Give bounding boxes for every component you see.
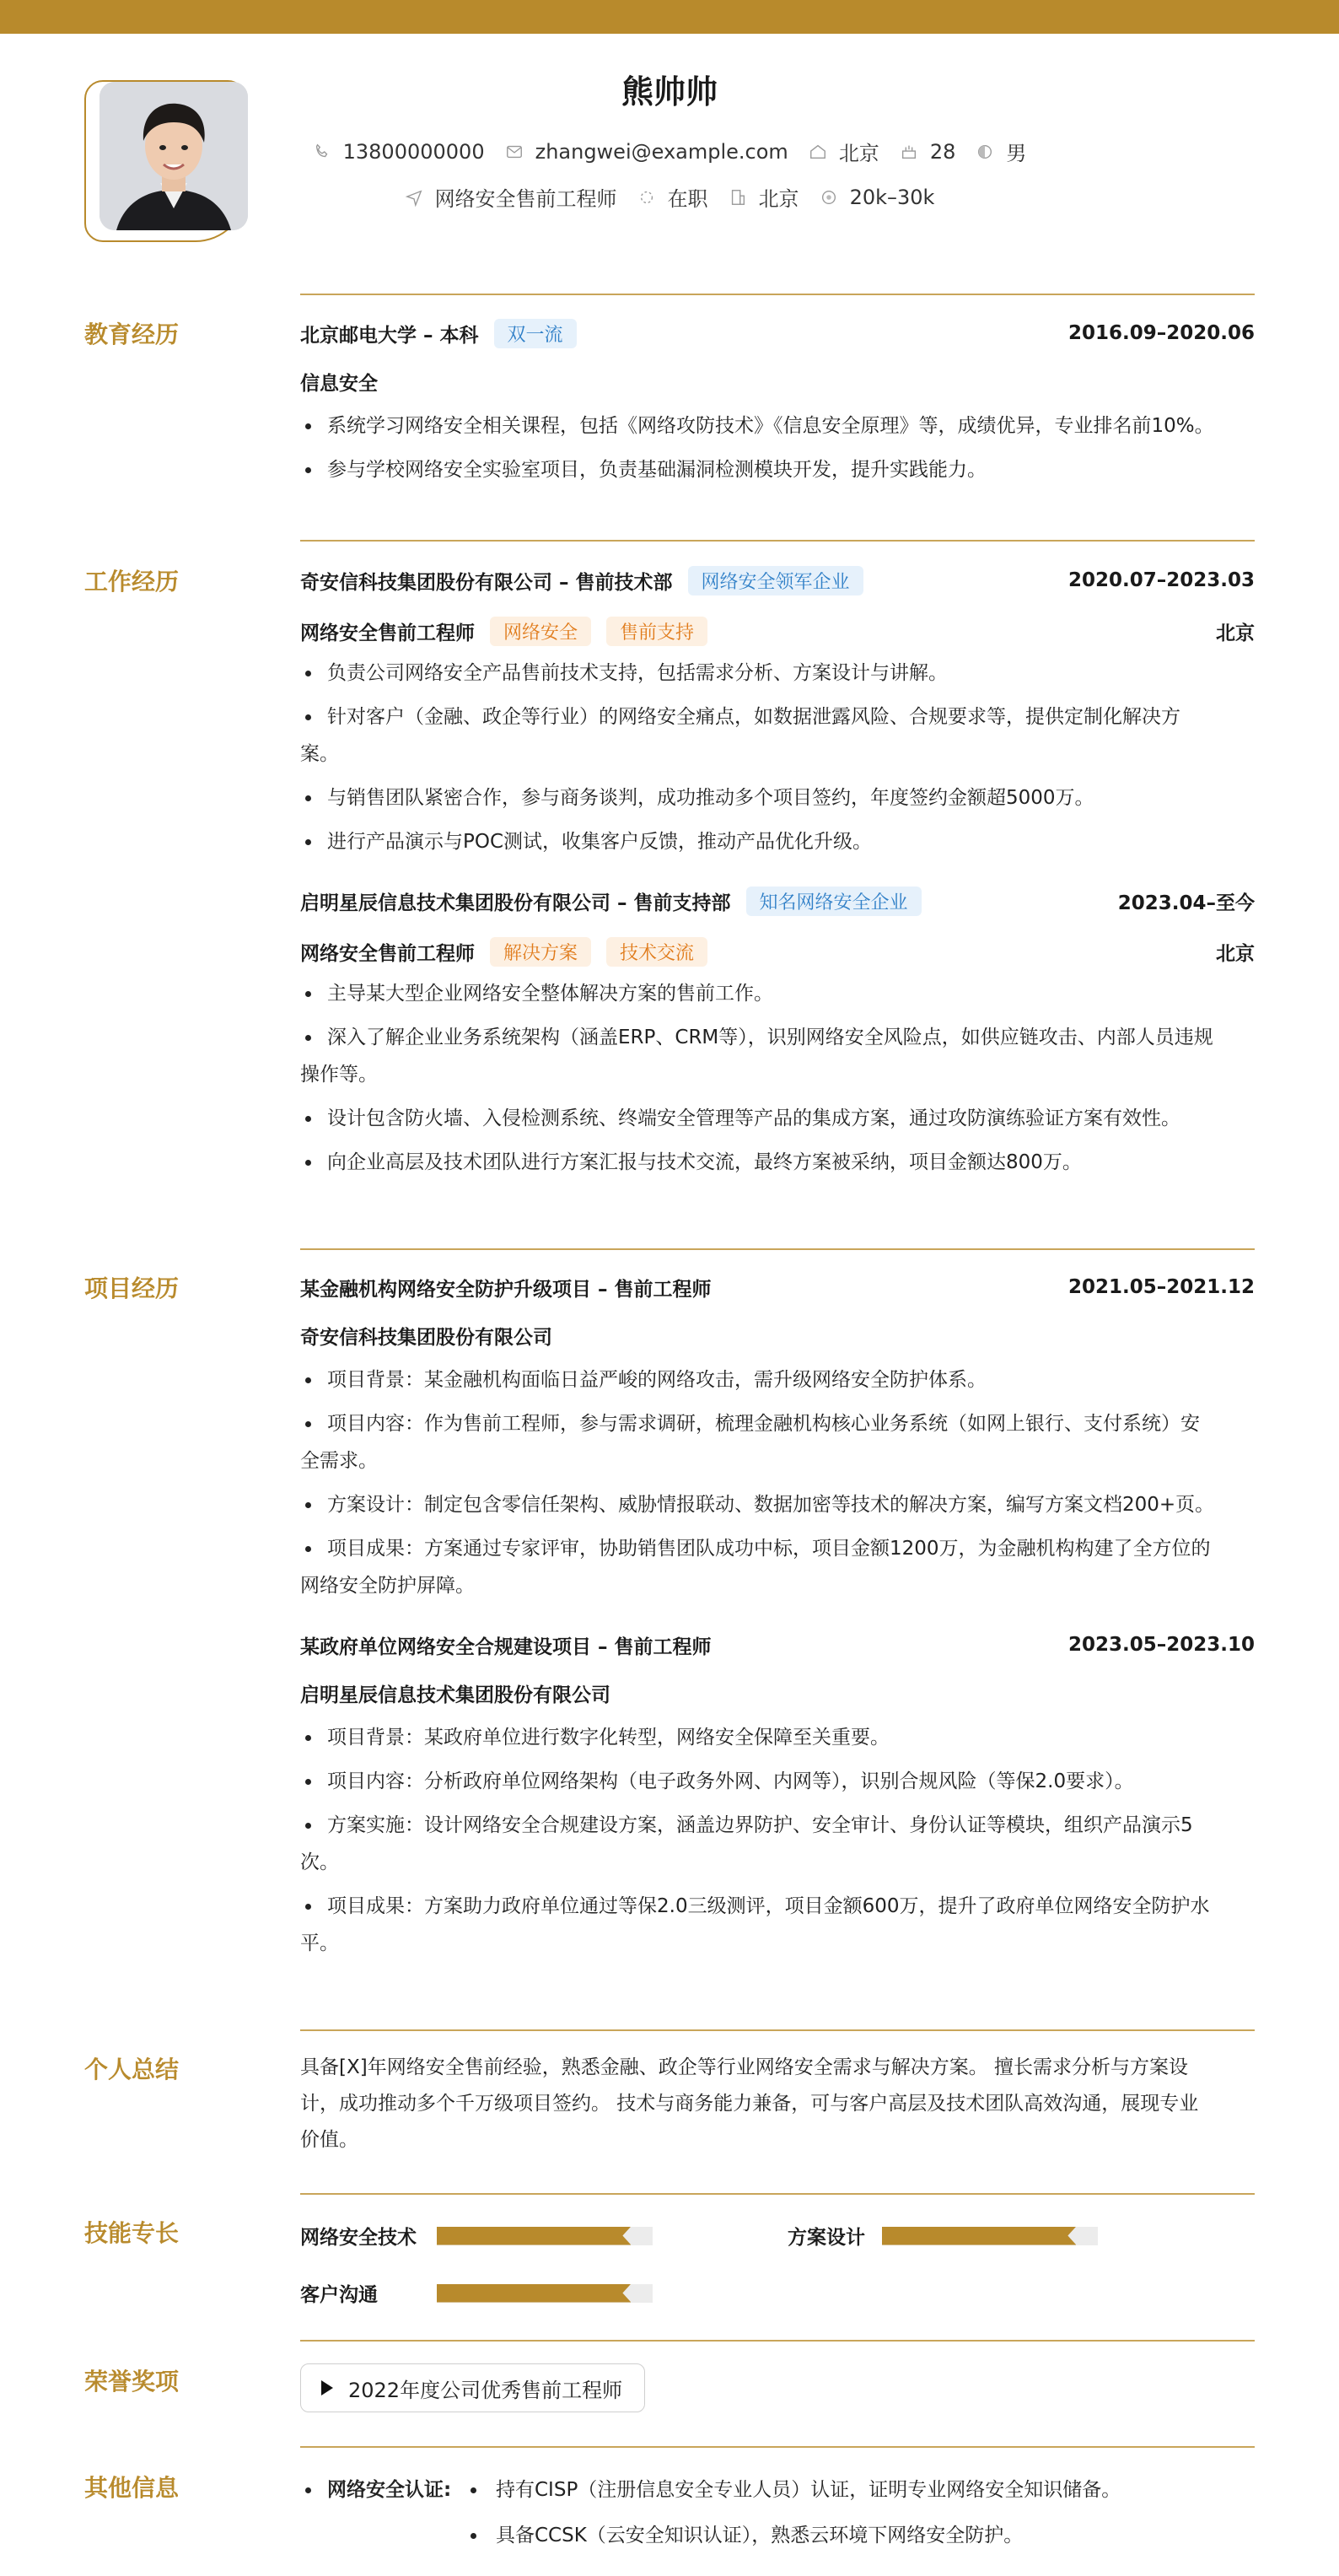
email-item [505, 140, 788, 164]
list-item-cont: 全需求。 [300, 1450, 378, 1472]
status-item [637, 182, 708, 212]
project-date: 2023.05–2023.10 [1067, 1634, 1255, 1656]
skill-name: 客户沟通 [300, 2284, 378, 2306]
location-item [809, 137, 879, 166]
list-item: 主导某大型企业网络安全整体解决方案的售前工作。 [300, 975, 1255, 1012]
school-tag: 双一流 [494, 319, 577, 348]
list-item-cont: 次。 [300, 1851, 339, 1873]
education-block [300, 316, 1255, 488]
location-text: 北京 [838, 142, 879, 165]
target-city-text: 北京 [758, 187, 799, 211]
list-item: 进行产品演示与POC测试，收集客户反馈，推动产品优化升级。 [300, 823, 1255, 860]
role-title: 网络安全售前工程师 [300, 622, 475, 644]
list-item-cont: 案。 [300, 743, 339, 765]
education-bullets [300, 407, 1255, 488]
list-item: 项目成果：方案通过专家评审，协助销售团队成功中标，项目金额1200万，为金融机构构建了全方位的 [300, 1530, 1255, 1567]
play-icon [321, 2380, 333, 2395]
email-text: zhangwei@example.com [535, 139, 788, 164]
project-date: 2021.05–2021.12 [1067, 1276, 1255, 1298]
mail-icon [505, 143, 524, 161]
building-icon [729, 188, 747, 207]
role-tag: 网络安全 [490, 617, 591, 646]
bullet-dot [305, 2487, 311, 2493]
summary-text [300, 2050, 1255, 2158]
work-bullets [300, 975, 1255, 1181]
skill-item [788, 2222, 1098, 2250]
skill-bar [882, 2227, 1098, 2245]
candidate-name: 熊帅帅 [621, 73, 718, 110]
skill-bar-fill [437, 2284, 631, 2303]
honor-text: 2022年度公司优秀售前工程师 [348, 2378, 623, 2402]
skill-bar [437, 2284, 653, 2303]
other-label: 网络安全认证: [327, 2479, 452, 2501]
section-title-work: 工作经历 [84, 568, 180, 595]
company-name: 启明星辰信息技术集团股份有限公司 – 售前支持部 [300, 892, 731, 914]
list-item-cont: 操作等。 [300, 1064, 378, 1086]
list-item: 项目内容：分析政府单位网络架构（电子政务外网、内网等），识别合规风险（等保2.0要求）。 [300, 1763, 1255, 1800]
list-item: 方案实施：设计网络安全合规建设方案，涵盖边界防护、安全审计、身份认证等模块，组织产品演示5 [300, 1807, 1255, 1844]
section-divider [300, 1248, 1255, 1250]
section-title-skills: 技能专长 [84, 2219, 180, 2247]
phone-item [313, 140, 485, 164]
skill-item [300, 2279, 653, 2307]
project-org: 奇安信科技集团股份有限公司 [300, 1327, 552, 1349]
phone-icon [313, 143, 331, 161]
work-block [300, 563, 1255, 1181]
work-date: 2020.07–2023.03 [1067, 569, 1255, 591]
skill-name: 方案设计 [788, 2227, 865, 2249]
section-divider [300, 294, 1255, 295]
other-item: 具备CCSK（云安全知识认证），熟悉云环境下网络安全防护。 [496, 2525, 1024, 2546]
target-city-item [729, 182, 799, 212]
age-item [900, 140, 956, 164]
coin-icon [820, 188, 838, 207]
section-title-summary: 个人总结 [84, 2056, 180, 2083]
home-icon [809, 143, 827, 161]
skill-bar [437, 2227, 653, 2245]
company-tag: 网络安全领军企业 [688, 566, 863, 595]
phone-text: 13800000000 [342, 139, 485, 164]
other-item: 持有CISP（注册信息安全专业人员）认证，证明专业网络安全知识储备。 [496, 2479, 1121, 2501]
salary-text: 20k–30k [849, 185, 935, 209]
project-block [300, 1270, 1255, 1962]
cake-icon [900, 143, 918, 161]
send-icon [405, 188, 423, 207]
work-city: 北京 [1216, 942, 1255, 965]
work-city: 北京 [1216, 622, 1255, 644]
role-tag: 技术交流 [606, 937, 707, 967]
section-divider [300, 2193, 1255, 2195]
bullet-dot [471, 2487, 476, 2493]
gender-text: 男 [1006, 142, 1027, 165]
skill-bar-fill [437, 2227, 631, 2245]
work-bullets [300, 655, 1255, 860]
section-divider [300, 2446, 1255, 2448]
salary-item [820, 186, 935, 209]
section-title-other: 其他信息 [84, 2474, 180, 2502]
contact-row [0, 137, 1339, 166]
list-item: 与销售团队紧密合作，参与商务谈判，成功推动多个项目签约，年度签约金额超5000万。 [300, 779, 1255, 816]
summary-line: 价值。 [300, 2129, 358, 2151]
section-divider [300, 2029, 1255, 2031]
list-item: 针对客户（金融、政企等行业）的网络安全痛点，如数据泄露风险、合规要求等，提供定制化解决方 [300, 698, 1255, 736]
role-tag: 解决方案 [490, 937, 591, 967]
project-name: 某政府单位网络安全合规建设项目 – 售前工程师 [300, 1636, 712, 1658]
list-item: 参与学校网络安全实验室项目，负责基础漏洞检测模块开发，提升实践能力。 [300, 451, 1255, 488]
project-bullets [300, 1361, 1255, 1604]
project-header [300, 1628, 1255, 1662]
list-item: 项目内容：作为售前工程师，参与需求调研，梳理金融机构核心业务系统（如网上银行、支付系统）安 [300, 1405, 1255, 1442]
job-intent-row [0, 182, 1339, 212]
school-name: 北京邮电大学 – 本科 [300, 324, 479, 347]
list-item-cont: 平。 [300, 1932, 339, 1954]
list-item-cont: 网络安全防护屏障。 [300, 1575, 475, 1597]
list-item: 项目背景：某政府单位进行数字化转型，网络安全保障至关重要。 [300, 1719, 1255, 1756]
company-tag: 知名网络安全企业 [746, 887, 922, 916]
role-row [300, 935, 1255, 968]
project-org: 启明星辰信息技术集团股份有限公司 [300, 1684, 610, 1706]
section-title-project: 项目经历 [84, 1275, 180, 1302]
education-date: 2016.09–2020.06 [1067, 322, 1255, 344]
age-text: 28 [929, 139, 956, 164]
list-item: 系统学习网络安全相关课程，包括《网络攻防技术》《信息安全原理》等，成绩优异，专业排名前10%。 [300, 407, 1255, 445]
loading-icon [637, 188, 656, 207]
section-title-honors: 荣誉奖项 [84, 2368, 180, 2395]
honor-item[interactable] [300, 2363, 645, 2412]
gender-item [976, 137, 1026, 166]
section-title-education: 教育经历 [84, 321, 180, 348]
section-divider [300, 540, 1255, 542]
role-tag: 售前支持 [606, 617, 707, 646]
skill-name: 网络安全技术 [300, 2227, 417, 2249]
gender-icon [976, 143, 994, 161]
job-title-item [405, 182, 617, 212]
role-title: 网络安全售前工程师 [300, 942, 475, 965]
top-accent-bar [0, 0, 1339, 34]
bullet-dot [471, 2533, 476, 2539]
education-header [300, 316, 1255, 350]
list-item: 负责公司网络安全产品售前技术支持，包括需求分析、方案设计与讲解。 [300, 655, 1255, 692]
company-name: 奇安信科技集团股份有限公司 – 售前技术部 [300, 571, 673, 594]
role-row [300, 614, 1255, 648]
summary-line: 计，成功推动多个千万级项目签约。 技术与商务能力兼备，可与客户高层及技术团队高效沟通，展现专业 [300, 2093, 1199, 2115]
skill-bar-fill [882, 2227, 1076, 2245]
list-item: 深入了解企业业务系统架构（涵盖ERP、CRM等），识别网络安全风险点，如供应链攻击、内部人员违规 [300, 1019, 1255, 1056]
list-item: 项目背景：某金融机构面临日益严峻的网络攻击，需升级网络安全防护体系。 [300, 1361, 1255, 1398]
list-item: 项目成果：方案助力政府单位通过等保2.0三级测评，项目金额600万，提升了政府单位网络安全防护水 [300, 1888, 1255, 1925]
job-title-text: 网络安全售前工程师 [434, 187, 617, 211]
work-header [300, 563, 1255, 597]
major: 信息安全 [300, 373, 378, 395]
list-item: 向企业高层及技术团队进行方案汇报与技术交流，最终方案被采纳，项目金额达800万。 [300, 1144, 1255, 1181]
project-bullets [300, 1719, 1255, 1962]
project-name: 某金融机构网络安全防护升级项目 – 售前工程师 [300, 1278, 712, 1301]
list-item: 方案设计：制定包含零信任架构、威胁情报联动、数据加密等技术的解决方案，编写方案文档200+页。 [300, 1486, 1255, 1523]
skill-item [300, 2222, 653, 2250]
work-date: 2023.04–至今 [1117, 892, 1255, 914]
section-divider [300, 2340, 1255, 2342]
summary-line: 具备[X]年网络安全售前经验，熟悉金融、政企等行业网络安全需求与解决方案。 擅长需求分析与方案设 [300, 2056, 1189, 2078]
work-header [300, 884, 1255, 918]
project-header [300, 1270, 1255, 1304]
status-text: 在职 [667, 187, 708, 211]
list-item: 设计包含防火墙、入侵检测系统、终端安全管理等产品的集成方案，通过攻防演练验证方案有效性。 [300, 1100, 1255, 1137]
